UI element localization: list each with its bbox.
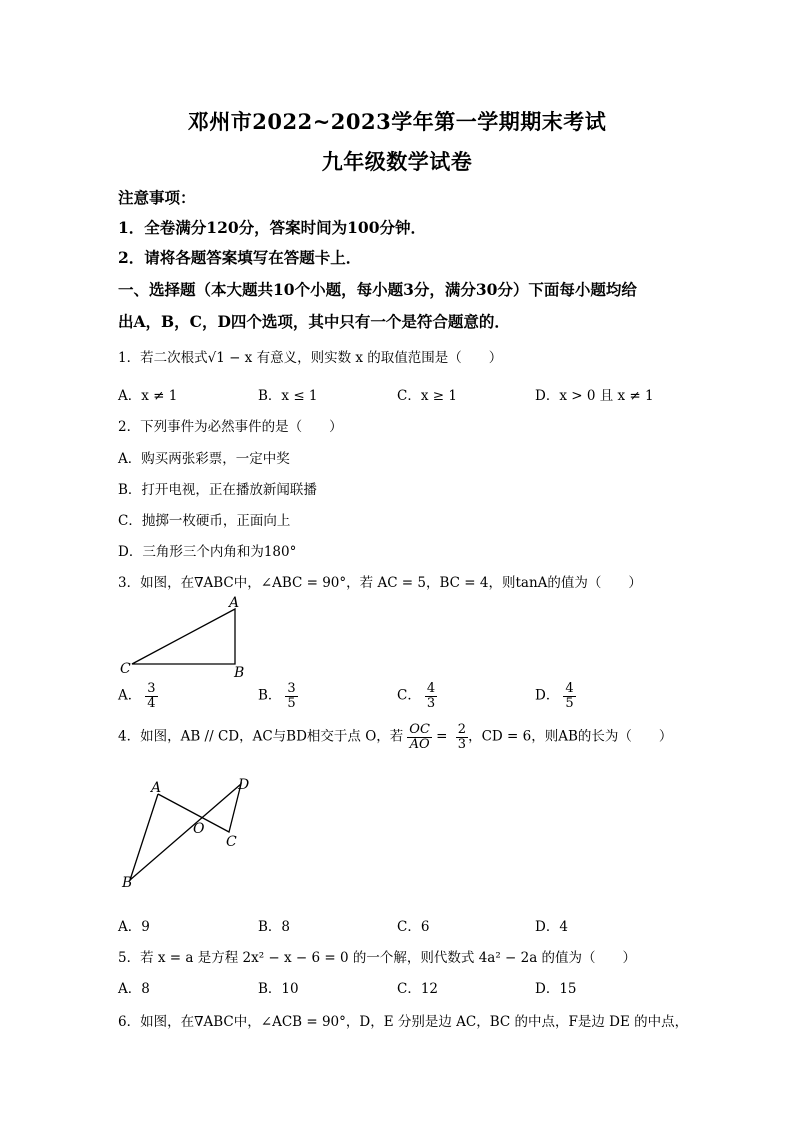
question-2-option-a: A．购买两张彩票，一定中奖 bbox=[118, 451, 290, 467]
question-4-stem bbox=[118, 723, 672, 751]
option-letter: A． bbox=[118, 687, 142, 704]
figure-label-a: A bbox=[151, 780, 162, 796]
exam-title: 邓州市2022~2023学年第一学期期末考试 bbox=[187, 109, 607, 134]
option-letter: C． bbox=[397, 687, 421, 704]
fraction bbox=[563, 682, 575, 710]
question-2-option-c: C．抛掷一枚硬币，正面向上 bbox=[118, 513, 291, 529]
question-6-stem: 6．如图，在∇ABC中，∠ACB = 90°，D，E 分别是边 AC，BC 的中点，F是边 DE 的中点， bbox=[118, 1014, 689, 1030]
question-5-option-a: A．8 bbox=[118, 981, 150, 997]
note-item-2: 2．请将各题答案填写在答题卡上． bbox=[118, 248, 362, 267]
notes-heading: 注意事项： bbox=[118, 188, 196, 207]
question-5-stem: 5．若 x = a 是方程 2x² − x − 6 = 0 的一个解，则代数式 4a² − 2a 的值为（ ） bbox=[118, 950, 637, 966]
figure-label-c: C bbox=[226, 834, 237, 850]
question-3-option-a bbox=[118, 682, 158, 710]
equals-sign: = bbox=[431, 728, 452, 745]
question-5-option-b: B．10 bbox=[258, 981, 299, 997]
question-1-option-d: D．x > 0 且 x ≠ 1 bbox=[535, 388, 654, 404]
figure-lines bbox=[130, 784, 241, 880]
denominator: 5 bbox=[287, 695, 296, 711]
figure-label-b: B bbox=[234, 665, 245, 681]
question-1-stem: 1．若二次根式√1 − x 有意义，则实数 x 的取值范围是（ ） bbox=[118, 350, 503, 366]
fraction bbox=[145, 682, 157, 710]
exam-subtitle: 九年级数学试卷 bbox=[321, 149, 473, 174]
figure-label-b: B bbox=[122, 875, 133, 891]
question-4-option-a: A．9 bbox=[118, 919, 150, 935]
question-3-triangle-figure bbox=[110, 592, 270, 682]
question-2-stem: 2．下列事件为必然事件的是（ ） bbox=[118, 419, 343, 435]
denominator: 3 bbox=[426, 695, 436, 711]
figure-label-d: D bbox=[238, 777, 250, 793]
note-item-1: 1．全卷满分120分，答案时间为100分钟． bbox=[118, 218, 426, 237]
question-5-option-d: D．15 bbox=[535, 981, 577, 997]
question-3-stem: 3．如图，在∇ABC中，∠ABC = 90°，若 AC = 5，BC = 4，则tanA的值为（ ） bbox=[118, 575, 642, 591]
question-4-option-d: D．4 bbox=[535, 919, 568, 935]
option-letter: B． bbox=[258, 687, 282, 704]
denominator: 4 bbox=[147, 695, 156, 711]
option-letter: D． bbox=[535, 687, 560, 704]
question-5-option-c: C．12 bbox=[397, 981, 439, 997]
figure-label-c: C bbox=[120, 661, 131, 677]
section-heading-line-2: 出A，B，C，D四个选项，其中只有一个是符合题意的． bbox=[118, 312, 510, 331]
question-4-option-b: B．8 bbox=[258, 919, 291, 935]
denominator: 3 bbox=[457, 736, 467, 752]
denominator: 5 bbox=[565, 695, 574, 711]
fraction-oc-ao bbox=[407, 723, 432, 751]
fraction bbox=[425, 682, 437, 710]
fraction-two-thirds bbox=[456, 723, 468, 751]
question-2-option-b: B．打开电视，正在播放新闻联播 bbox=[118, 482, 317, 498]
figure-label-a: A bbox=[229, 595, 240, 611]
stem-part-2: ，CD = 6，则AB的长为（ ） bbox=[468, 728, 673, 745]
numerator: 3 bbox=[147, 681, 156, 696]
question-1-option-a: A．x ≠ 1 bbox=[118, 388, 178, 404]
numerator: 4 bbox=[426, 681, 436, 696]
section-heading-line-1: 一、选择题（本大题共10个小题，每小题3分，满分30分）下面每小题均给 bbox=[118, 280, 637, 299]
question-3-option-d bbox=[535, 682, 576, 710]
numerator: 3 bbox=[287, 681, 296, 696]
numerator: 2 bbox=[457, 722, 467, 737]
question-1-option-b: B．x ≤ 1 bbox=[258, 388, 318, 404]
question-4-figure bbox=[110, 770, 270, 895]
numerator: OC bbox=[409, 722, 430, 737]
question-3-option-b bbox=[258, 682, 298, 710]
question-2-option-d: D．三角形三个内角和为180° bbox=[118, 544, 297, 560]
stem-part-1: 4．如图，AB // CD，AC与BD相交于点 O，若 bbox=[118, 728, 404, 745]
fraction bbox=[285, 682, 297, 710]
numerator: 4 bbox=[565, 681, 574, 696]
question-1-option-c: C．x ≥ 1 bbox=[397, 388, 457, 404]
denominator: AO bbox=[409, 736, 430, 752]
question-4-option-c: C．6 bbox=[397, 919, 430, 935]
figure-label-o: O bbox=[193, 821, 205, 837]
triangle-abc bbox=[132, 609, 235, 664]
question-3-option-c bbox=[397, 682, 437, 710]
